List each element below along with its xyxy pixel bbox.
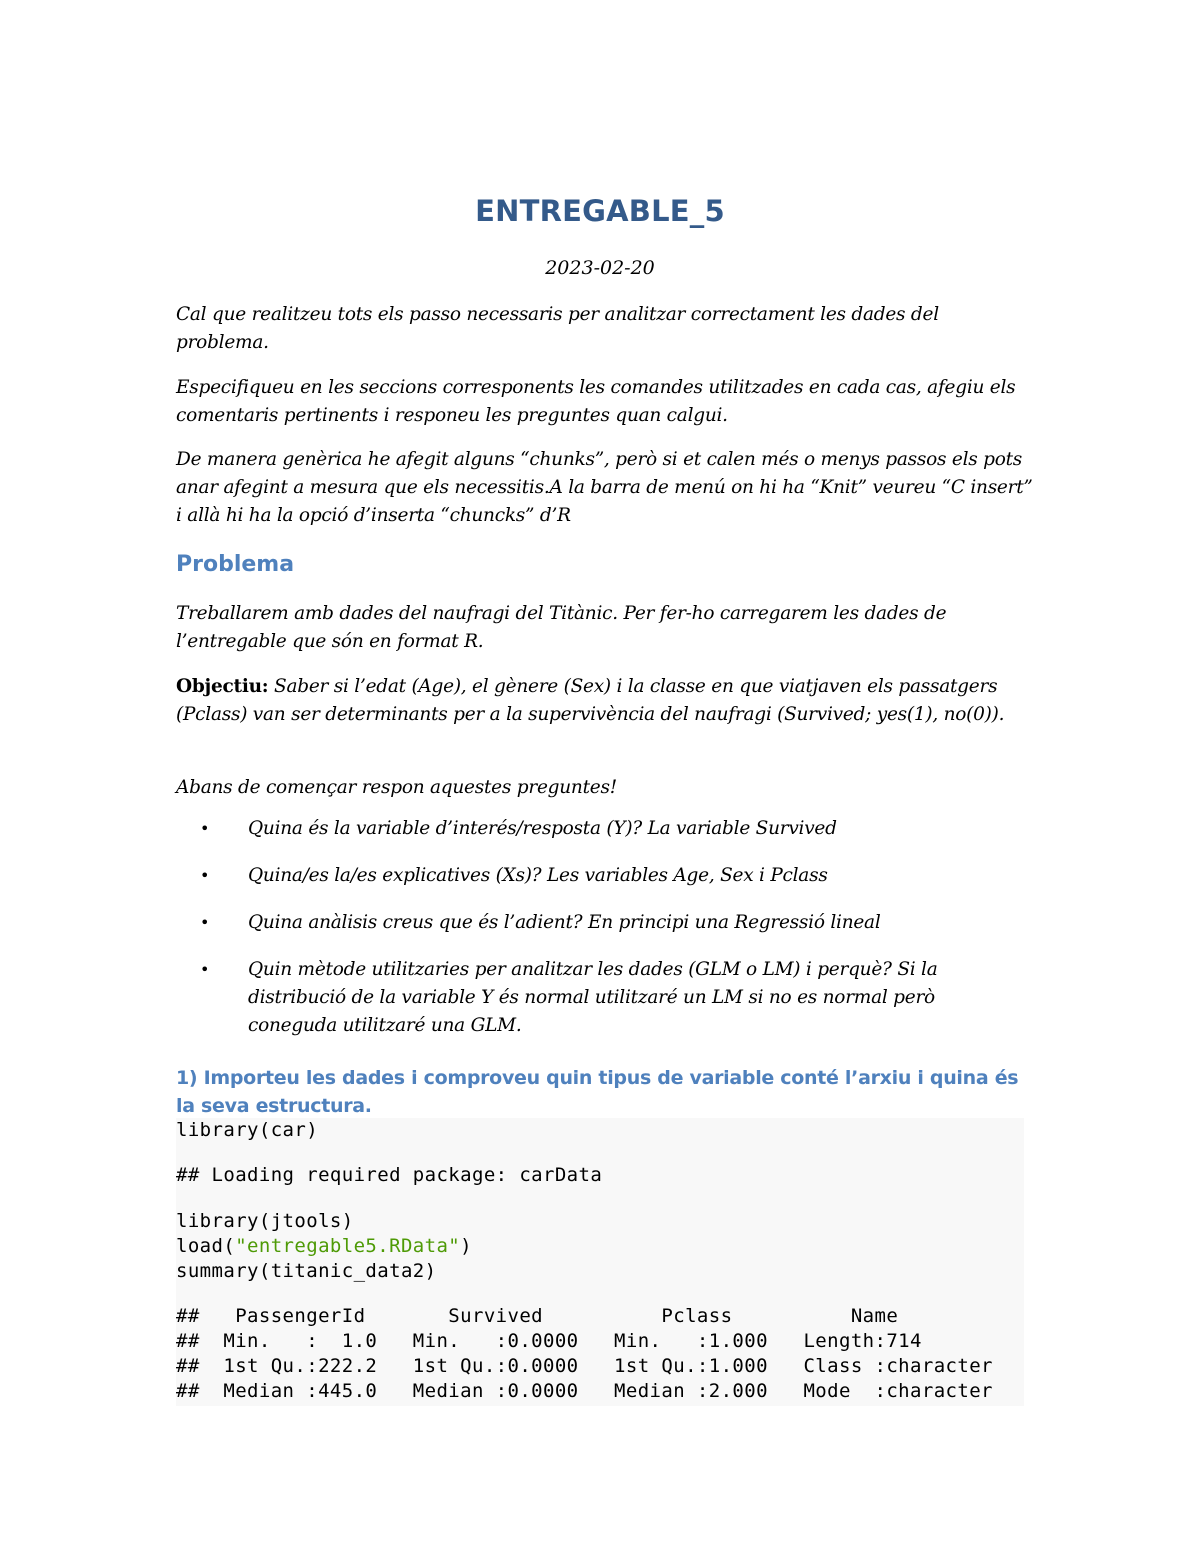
intro-paragraph-2: Especifiqueu en les seccions corresponents les comandes utilitzades en cada cas, afegiu els comentaris pertinents i responeu les preguntes quan calgui.: [176, 377, 1016, 426]
problem-paragraph: Treballarem amb dades del naufragi del Titànic. Per fer-ho carregarem les dades de l’entregable que són en format R.: [176, 603, 947, 652]
code-line-load: [176, 1234, 472, 1259]
bullet-icon: •: [200, 819, 210, 838]
code-string: "entregable5.RData": [235, 1235, 461, 1257]
document-date: 2023-02-20: [545, 257, 655, 279]
code-line: summary(titanic_data2): [176, 1260, 437, 1282]
objective-paragraph: [176, 673, 1036, 729]
code-func: load(: [176, 1235, 236, 1257]
code-output-line: ## 1st Qu.:222.2 1st Qu.:0.0000 1st Qu.:1.000 Class :character: [176, 1355, 1017, 1377]
code-line: library(jtools): [176, 1210, 354, 1232]
objective-text: Saber si l’edat (Age), el gènere (Sex) i la classe en que viatjaven els passatgers (Pclass) van ser determinants per a la supervivència del naufragi (Survived; yes(1), no(0)).: [176, 676, 1005, 725]
code-output-line: ## PassengerId Survived Pclass Name: [176, 1305, 1017, 1327]
question-text: Quina anàlisis creus que és l’adient? En principi una Regressió lineal: [248, 912, 881, 933]
document-title: ENTREGABLE_5: [475, 194, 725, 228]
question-text: Quin mètode utilitzaries per analitzar les dades (GLM o LM) i perquè? Si la distribució de la variable Y és normal utilitzaré un LM si no es normal però coneguda utilitzaré una GLM.: [248, 959, 938, 1036]
code-output-line: ## Median :445.0 Median :0.0000 Median :2.000 Mode :character: [176, 1380, 1017, 1402]
code-paren: ): [460, 1235, 472, 1257]
bullet-icon: •: [200, 913, 210, 932]
list-item: [176, 909, 1036, 937]
bullet-icon: •: [200, 866, 210, 885]
list-item: [176, 815, 1036, 843]
question-text: Quina és la variable d’interés/resposta (Y)? La variable Survived: [248, 818, 837, 839]
section-heading-1: 1) Importeu les dades i comproveu quin tipus de variable conté l’arxiu i quina és la seva estructura.: [176, 1067, 1019, 1117]
code-block: [176, 1118, 1024, 1406]
intro-paragraph-3: De manera genèrica he afegit alguns “chunks”, però si et calen més o menys passos els pots anar afegint a mesura que els necessitis.A la barra de menú on hi ha “Knit” veureu “C insert” i allà hi ha la opció d’inserta “chuncks” d’R: [176, 449, 1033, 526]
section-heading-problema: Problema: [176, 552, 295, 577]
question-text: Quina/es la/es explicatives (Xs)? Les variables Age, Sex i Pclass: [248, 865, 828, 886]
bullet-icon: •: [200, 960, 210, 979]
before-start-paragraph: Abans de començar respon aquestes preguntes!: [176, 777, 617, 798]
code-line: library(car): [176, 1119, 319, 1141]
code-output-line: ## Loading required package: carData: [176, 1164, 603, 1186]
code-output-line: ## Min. : 1.0 Min. :0.0000 Min. :1.000 Length:714: [176, 1330, 1017, 1352]
list-item: [176, 862, 1036, 890]
objective-label: Objectiu:: [176, 676, 269, 697]
questions-list: [176, 815, 1036, 1059]
list-item: [176, 956, 1036, 1040]
intro-paragraph-1: Cal que realitzeu tots els passo necessaris per analitzar correctament les dades del problema.: [176, 304, 939, 353]
